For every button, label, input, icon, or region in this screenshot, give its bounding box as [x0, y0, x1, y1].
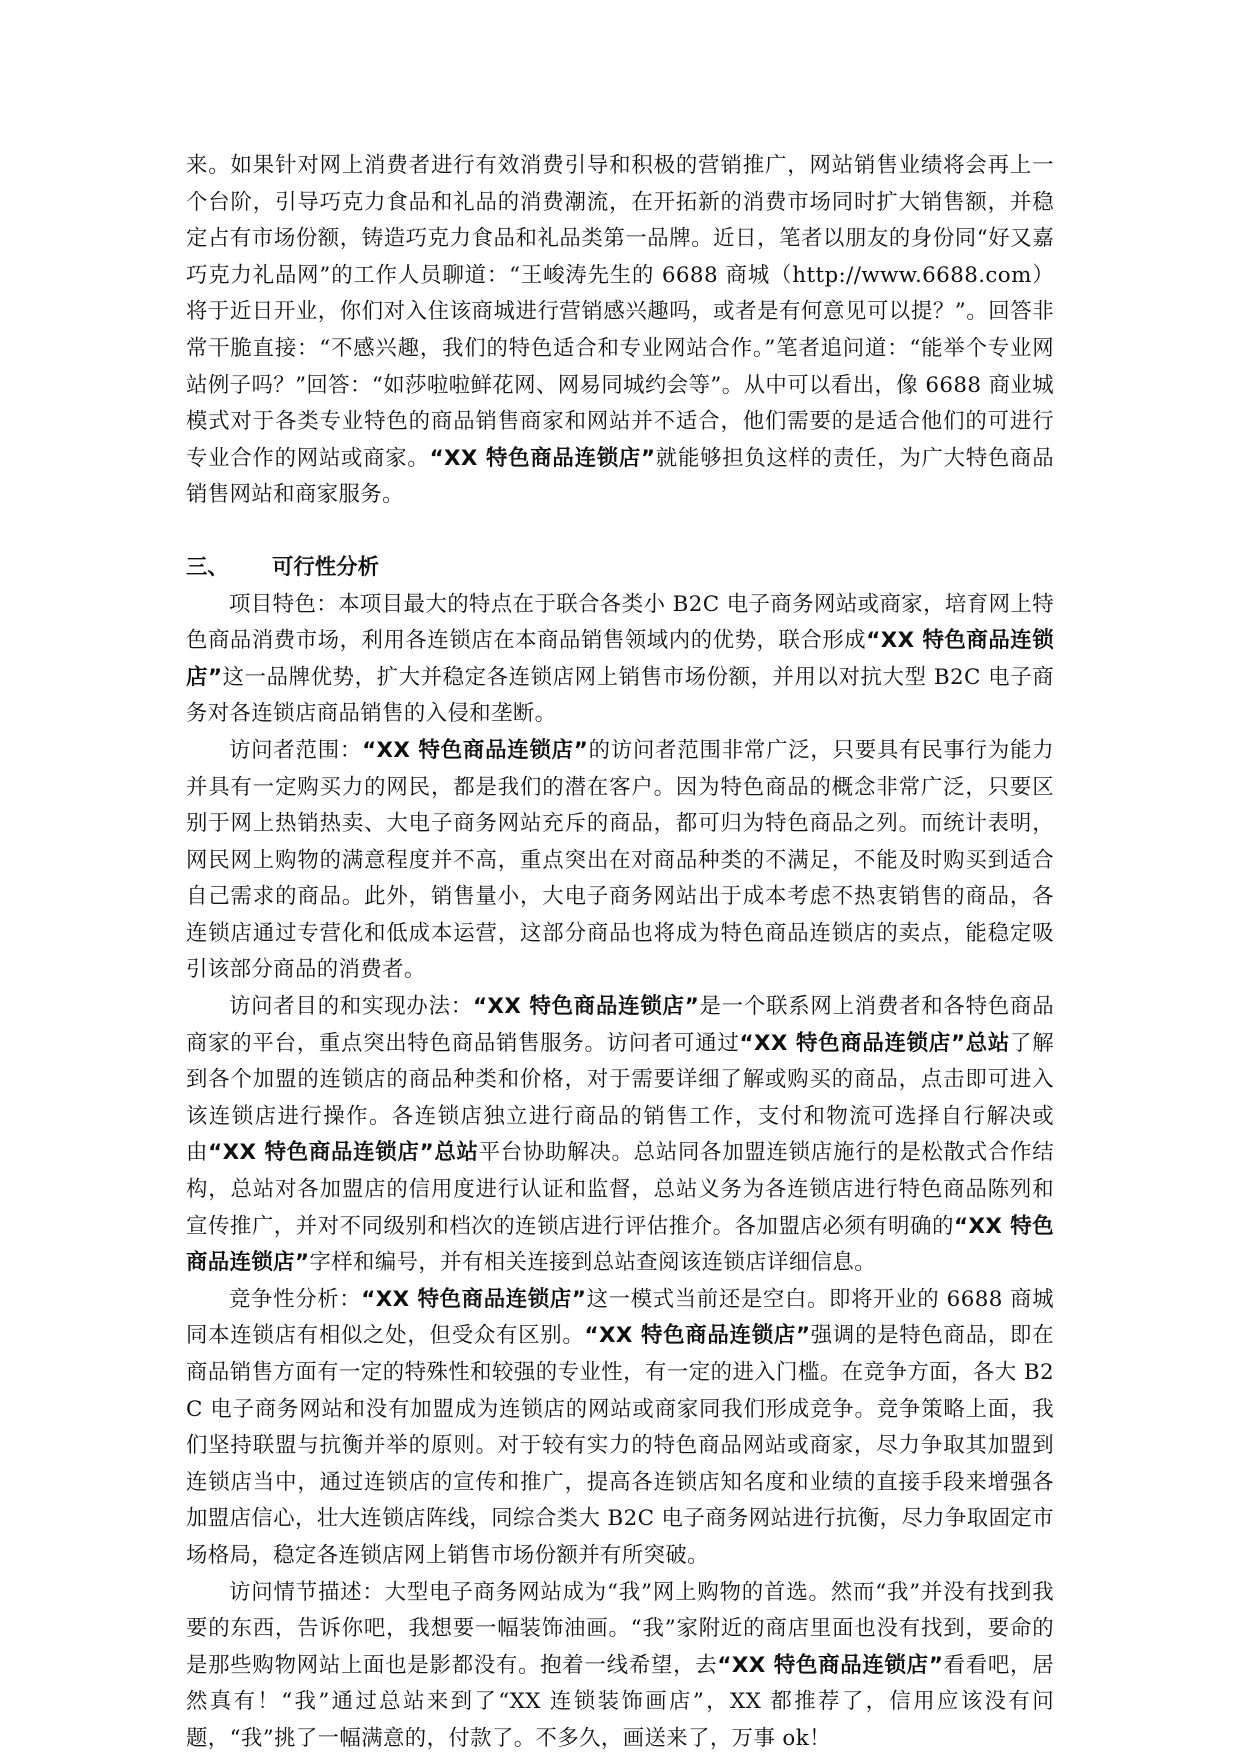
text-run: 这一品牌优势，扩大并稳定各连锁店网上销售市场份额，并用以对抗大型 B2C 电子商务对各连锁店商品销售的入侵和垄断。 — [186, 664, 1055, 727]
text-run: 看看吧，居然真有！“我”通过总站来到了“XX 连锁装饰画店”，XX 都推荐了，信用应该没有问题，“我”挑了一幅满意的，付款了。不多久，画送来了，万事 ok！ — [186, 1652, 1054, 1751]
text-run: 就能够担负这样的责任，为广大特色商品销售网站和商家服务。 — [186, 445, 1054, 508]
bold-text-run: “XX 特色商品连锁店”总站 — [739, 1030, 1011, 1056]
section-heading — [186, 550, 1054, 587]
bold-text-run: “XX 特色商品连锁店” — [472, 994, 700, 1020]
bold-text-run: “XX 特色商品连锁店”总站 — [208, 1140, 479, 1166]
bold-text-run: “XX 特色商品连锁店” — [186, 628, 1054, 690]
text-run: 访问者范围： — [229, 737, 363, 763]
bold-text-run: “XX 特色商品连锁店” — [584, 1323, 811, 1349]
text-run: 这一模式当前还是空白。即将开业的 6688 商城同本连锁店有相似之处，但受众有区别。 — [186, 1286, 1055, 1349]
intro-section — [186, 148, 1054, 514]
text-run: 是一个联系网上消费者和各特色商品商家的平台，重点突出特色商品销售服务。访问者可通过 — [186, 994, 1054, 1056]
text-run: 访问情节描述：大型电子商务网站成为“我”网上购物的首选。然而“我”并没有找到我要的东西，告诉你吧，我想要一幅装饰油画。“我”家附近的商店里面也没有找到，要命的是那些购物网站上面也是影都没有。抱着一线希望，去 — [186, 1579, 1054, 1678]
text-run: 竞争性分析： — [229, 1286, 362, 1312]
text-run: 访问者目的和实现办法： — [229, 994, 473, 1020]
paragraph-project-features — [186, 587, 1054, 733]
section-title: 可行性分析 — [272, 554, 379, 580]
bold-text-run: “XX 特色商品连锁店” — [717, 1652, 944, 1678]
text-run: 的访问者范围非常广泛，只要具有民事行为能力并具有一定购买力的网民，都是我们的潜在客户。因为特色商品的概念非常广泛，只要区别于网上热销热卖、大电子商务网站充斥的商品，都可归为特色商品之列。而统计表明，网民网上购物的满意程度并不高，重点突出在对商品种类的不满足，不能及时购买到适合自己需求的商品。此外，销售量小，大电子商务网站出于成本考虑不热衷销售的商品，各连锁店通过专营化和低成本运营，这部分商品也将成为特色商品连锁店的卖点，能稳定吸引该部分商品的消费者。 — [186, 737, 1054, 983]
bold-text-run: “XX 特色商品连锁店” — [429, 445, 656, 471]
paragraph-visitor-purpose — [186, 989, 1054, 1282]
bold-text-run: “XX 特色商品连锁店” — [362, 737, 589, 763]
paragraph-competition — [186, 1282, 1054, 1575]
text-run: 项目特色：本项目最大的特点在于联合各类小 B2C 电子商务网站或商家，培育网上特色商品消费市场，利用各连锁店在本商品销售领域内的优势，联合形成 — [186, 591, 1054, 654]
section-number: 三、 — [186, 554, 229, 580]
paragraph-visitor-scope — [186, 733, 1054, 989]
bold-text-run: “XX 特色商品连锁店” — [361, 1286, 587, 1312]
text-run: 来。如果针对网上消费者进行有效消费引导和积极的营销推广，网站销售业绩将会再上一个台阶，引导巧克力食品和礼品的消费潮流，在开拓新的消费市场同时扩大销售额，并稳定占有市场份额，铸造巧克力食品和礼品类第一品牌。近日，笔者以朋友的身份同“好又嘉巧克力礼品网”的工作人员聊道：“王峻涛先生的 6688 商城（http://www.6688.com）将于近日开业，你们对入住该商城进行营销感兴趣吗，或者是有何意见可以提？”。回答非常干脆直接：“不感兴趣，我们的特色适合和专业网站合作。”笔者追问道：“能举个专业网站例子吗？”回答：“如莎啦啦鲜花网、网易同城约会等”。从中可以看出，像 6688 商业城模式对于各类专业特色的商品销售商家和网站并不适合，他们需要的是适合他们的可进行专业合作的网站或商家。 — [186, 153, 1054, 471]
section-body — [186, 587, 1054, 1758]
text-run: 字样和编号，并有相关连接到总站查阅该连锁店详细信息。 — [309, 1250, 876, 1276]
text-run: 平台协助解决。总站同各加盟连锁店施行的是松散式合作结构，总站对各加盟店的信用度进行认证和监督，总站义务为各连锁店进行特色商品陈列和宣传推广，并对不同级别和档次的连锁店进行评估推介。各加盟店必须有明确的 — [186, 1140, 1055, 1239]
paragraph-scenario — [186, 1575, 1054, 1758]
document-page — [186, 148, 1054, 1758]
bold-text-run: “XX 特色商品连锁店” — [186, 1213, 1054, 1276]
paragraph-intro-continued — [186, 148, 1054, 514]
text-run: 强调的是特色商品，即在商品销售方面有一定的特殊性和较强的专业性，有一定的进入门槛。在竞争方面，各大 B2C 电子商务网站和没有加盟成为连锁店的网站或商家同我们形成竞争。竞争策略上面，我们坚持联盟与抗衡并举的原则。对于较有实力的特色商品网站或商家，尽力争取其加盟到连锁店当中，通过连锁店的宣传和推广，提高各连锁店知名度和业绩的直接手段来增强各加盟店信心，壮大连锁店阵线，同综合类大 B2C 电子商务网站进行抗衡，尽力争取固定市场格局，稳定各连锁店网上销售市场份额并有所突破。 — [186, 1323, 1054, 1568]
text-run: 了解到各个加盟的连锁店的商品种类和价格，对于需要详细了解或购买的商品，点击即可进入该连锁店进行操作。各连锁店独立进行商品的销售工作，支付和物流可选择自行解决或由 — [186, 1030, 1054, 1166]
